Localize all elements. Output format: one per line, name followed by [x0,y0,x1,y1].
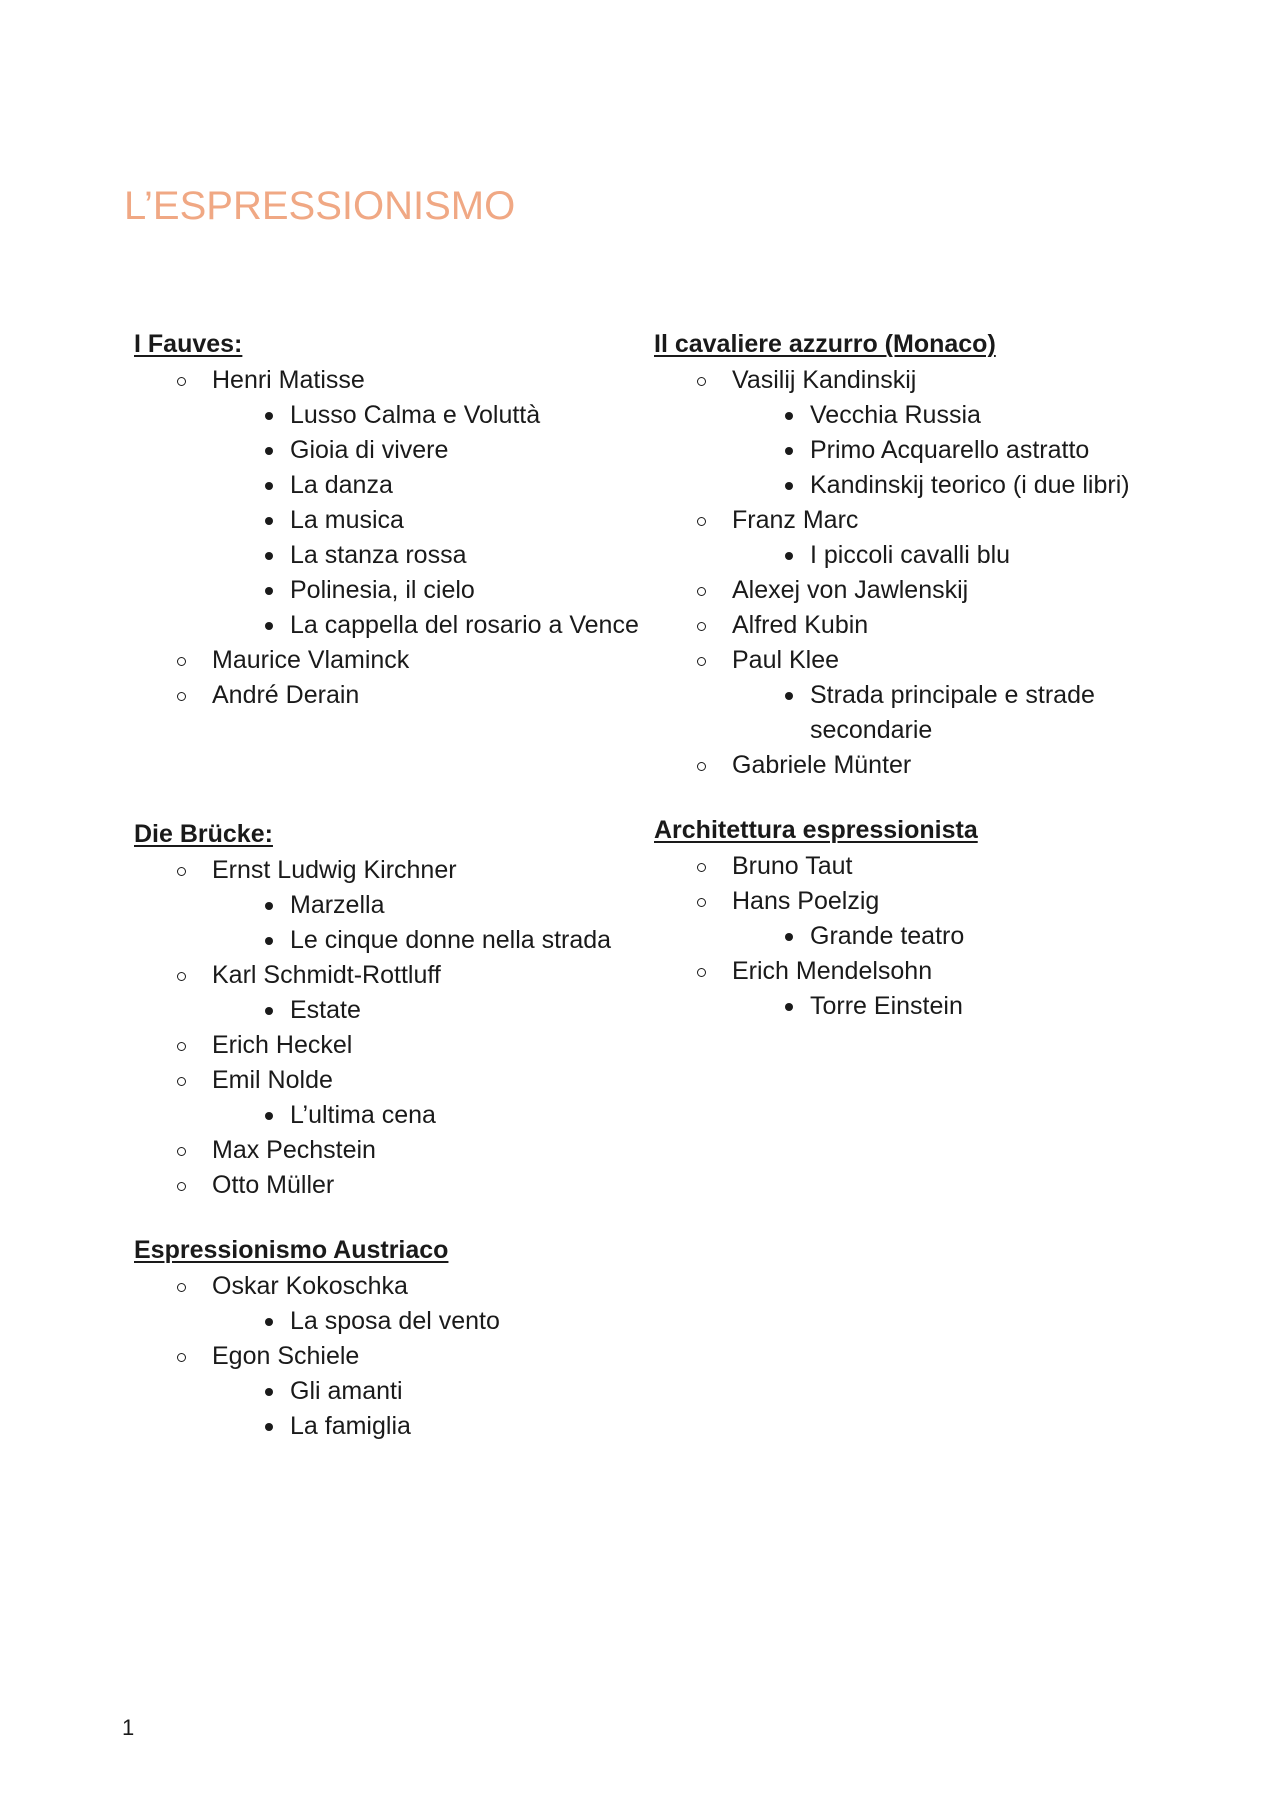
section-die-bruecke [134,817,654,1203]
works-list [134,888,654,958]
page-number: 1 [122,1715,135,1740]
work-item: Gioia di vivere [134,433,654,468]
artist-item [654,363,1214,503]
artist-item [134,363,654,643]
works-list [134,1098,654,1133]
artist-item [654,748,1214,783]
artist-name: Bruno Taut [654,849,1214,884]
work-item: Polinesia, il cielo [134,573,654,608]
artist-name: Vasilij Kandinskij [654,363,1214,398]
work-item: Strada principale e strade secondarie [654,678,1214,748]
artist-item [134,1168,654,1203]
artist-name: Erich Mendelsohn [654,954,1214,989]
work-item: La sposa del vento [134,1304,654,1339]
work-item: Marzella [134,888,654,923]
section-cavaliere-azzurro [654,327,1214,783]
artist-item [134,678,654,713]
artist-item [654,608,1214,643]
artist-name: Max Pechstein [134,1133,654,1168]
section-heading: Espressionismo Austriaco [134,1236,449,1264]
document-title: L’ESPRESSIONISMO [124,184,516,228]
artist-name: Maurice Vlaminck [134,643,654,678]
artist-name: Hans Poelzig [654,884,1214,919]
works-list [134,1374,654,1444]
artist-item [654,503,1214,573]
work-item: La stanza rossa [134,538,654,573]
work-item: Gli amanti [134,1374,654,1409]
artist-list [134,363,654,713]
section-espressionismo-austriaco [134,1233,654,1444]
artist-list [134,1269,654,1444]
works-list [654,678,1214,748]
works-list [134,993,654,1028]
artist-item [134,1133,654,1168]
artist-item [134,1269,654,1339]
work-item: Grande teatro [654,919,1214,954]
work-item: La famiglia [134,1409,654,1444]
works-list [654,538,1214,573]
artist-item [654,954,1214,1024]
artist-item [134,853,654,958]
artist-item [134,1028,654,1063]
section-architettura-espressionista [654,813,1214,1024]
artist-name: Erich Heckel [134,1028,654,1063]
works-list [654,919,1214,954]
artist-name: Oskar Kokoschka [134,1269,654,1304]
work-item: I piccoli cavalli blu [654,538,1214,573]
artist-name: Karl Schmidt-Rottluff [134,958,654,993]
works-list [654,398,1214,503]
artist-name: Otto Müller [134,1168,654,1203]
artist-name: André Derain [134,678,654,713]
artist-item [654,573,1214,608]
artist-item [134,1063,654,1133]
artist-name: Alexej von Jawlenskij [654,573,1214,608]
work-item: Estate [134,993,654,1028]
artist-item [134,1339,654,1444]
artist-list [654,849,1214,1024]
artist-name: Franz Marc [654,503,1214,538]
work-item: L’ultima cena [134,1098,654,1133]
work-item: Le cinque donne nella strada [134,923,654,958]
work-item: Primo Acquarello astratto [654,433,1214,468]
work-item: La musica [134,503,654,538]
section-heading: I Fauves: [134,330,243,358]
section-heading: Architettura espressionista [654,816,978,844]
work-item: La cappella del rosario a Vence [134,608,654,643]
artist-list [134,853,654,1203]
works-list [654,989,1214,1024]
artist-item [654,849,1214,884]
artist-name: Gabriele Münter [654,748,1214,783]
work-item: Torre Einstein [654,989,1214,1024]
artist-item [134,643,654,678]
artist-name: Ernst Ludwig Kirchner [134,853,654,888]
section-heading: Il cavaliere azzurro (Monaco) [654,330,996,358]
work-item: Kandinskij teorico (i due libri) [654,468,1214,503]
work-item: Lusso Calma e Voluttà [134,398,654,433]
artist-name: Egon Schiele [134,1339,654,1374]
artist-name: Paul Klee [654,643,1214,678]
artist-list [654,363,1214,783]
works-list [134,1304,654,1339]
section-heading: Die Brücke: [134,820,273,848]
work-item: La danza [134,468,654,503]
artist-item [654,884,1214,954]
artist-item [134,958,654,1028]
artist-name: Alfred Kubin [654,608,1214,643]
artist-name: Henri Matisse [134,363,654,398]
section-fauves [134,327,654,713]
artist-name: Emil Nolde [134,1063,654,1098]
work-item: Vecchia Russia [654,398,1214,433]
artist-item [654,643,1214,748]
works-list [134,398,654,643]
